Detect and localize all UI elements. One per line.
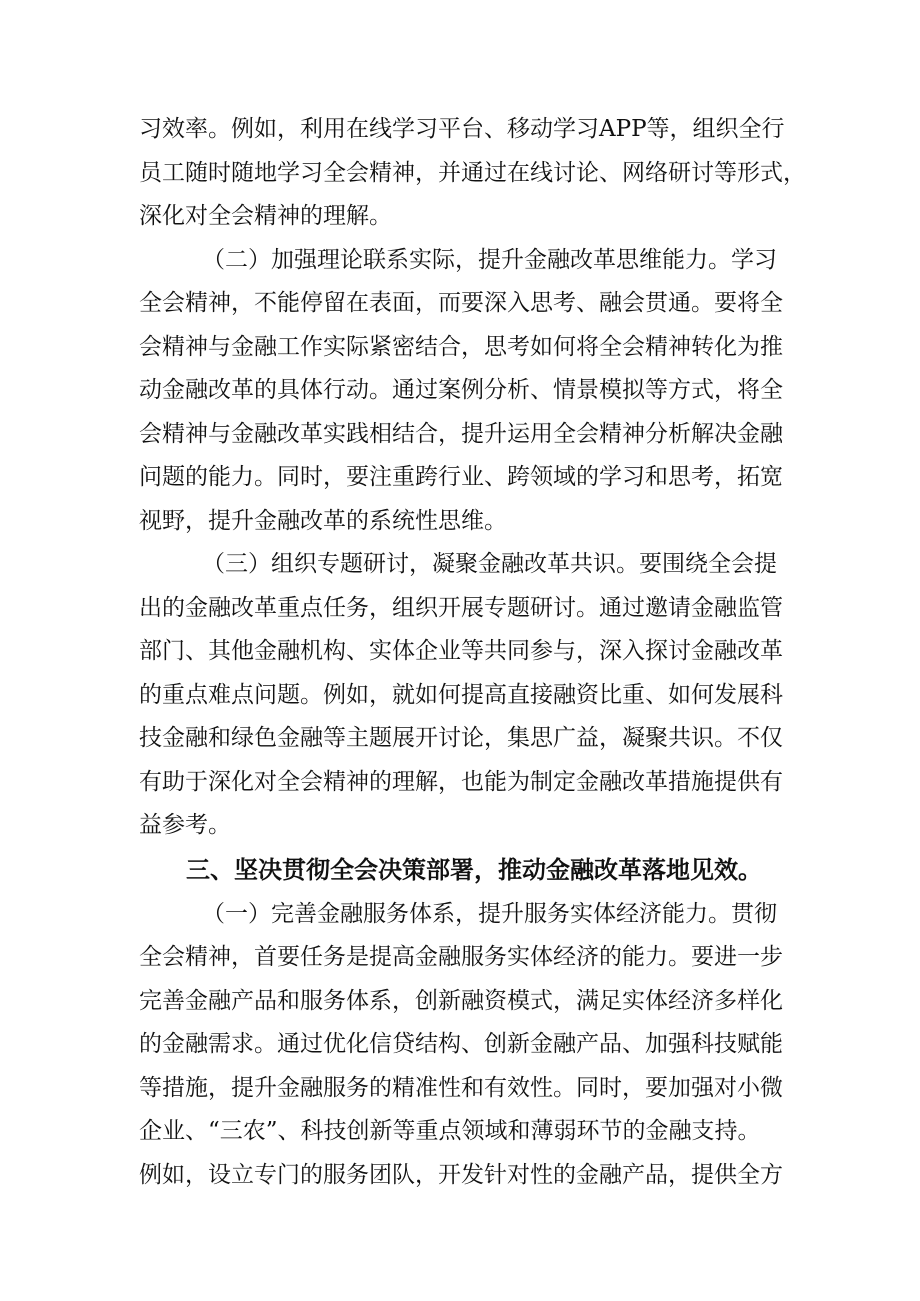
- text-line: 等措施，提升金融服务的精准性和有效性。同时，要加强对小微: [139, 1074, 783, 1101]
- text-line: 会精神与金融工作实际紧密结合，思考如何将全会精神转化为推: [139, 333, 783, 360]
- paragraph-continuation: [139, 108, 806, 239]
- text-line: 深化对全会精神的理解。: [139, 203, 392, 229]
- section-heading-3: 三、坚决贯彻全会决策部署，推动金融改革落地见效。: [186, 855, 762, 884]
- text-line: 技金融和绿色金融等主题展开讨论，集思广益，凝聚共识。不仅: [139, 725, 783, 751]
- text-line: 的重点难点问题。例如，就如何提高直接融资比重、如何发展科: [139, 681, 783, 708]
- text-line: 动金融改革的具体行动。通过案例分析、情景模拟等方式，将全: [139, 377, 783, 403]
- text-line: 完善金融产品和服务体系，创新融资模式，满足实体经济多样化: [139, 987, 783, 1014]
- text-line: 会精神与金融改革实践相结合，提升运用全会精神分析解决金融: [139, 420, 783, 447]
- text-line: 例如，设立专门的服务团队，开发针对性的金融产品，提供全方: [139, 1161, 783, 1188]
- text-line: 问题的能力。同时，要注重跨行业、跨领域的学习和思考，拓宽: [139, 464, 783, 490]
- text-line: 益参考。: [139, 812, 231, 838]
- text-line: 的金融需求。通过优化信贷结构、创新金融产品、加强科技赋能: [139, 1031, 783, 1057]
- document-body: [139, 108, 806, 1197]
- paragraph-section-2-2: [139, 239, 784, 544]
- text-line: 全会精神，不能停留在表面，而要深入思考、融会贯通。要将全: [139, 290, 783, 316]
- text-line: 企业、“三农”、科技创新等重点领域和薄弱环节的金融支持。: [139, 1118, 761, 1144]
- text-line: （二）加强理论联系实际，提升金融改革思维能力。学习: [202, 246, 777, 273]
- text-line: 有助于深化对全会精神的理解，也能为制定金融改革措施提供有: [139, 768, 783, 795]
- text-line: 视野，提升金融改革的系统性思维。: [139, 507, 507, 534]
- text-line: （一）完善金融服务体系，提升服务实体经济能力。贯彻: [202, 900, 777, 927]
- text-line: 员工随时随地学习全会精神，并通过在线讨论、网络研讨等形式，: [139, 159, 806, 186]
- text-line: 部门、其他金融机构、实体企业等共同参与，深入探讨金融改革: [139, 638, 783, 664]
- text-line: 全会精神，首要任务是提高金融服务实体经济的能力。要进一步: [139, 944, 783, 970]
- text-line: 出的金融改革重点任务，组织开展专题研讨。通过邀请金融监管: [139, 594, 783, 621]
- paragraph-section-3-1: [139, 893, 784, 1198]
- text-line: 习效率。例如，利用在线学习平台、移动学习APP等，组织全行: [139, 116, 785, 142]
- text-line: （三）组织专题研讨，凝聚金融改革共识。要围绕全会提: [202, 551, 777, 577]
- paragraph-section-2-3: [139, 543, 784, 848]
